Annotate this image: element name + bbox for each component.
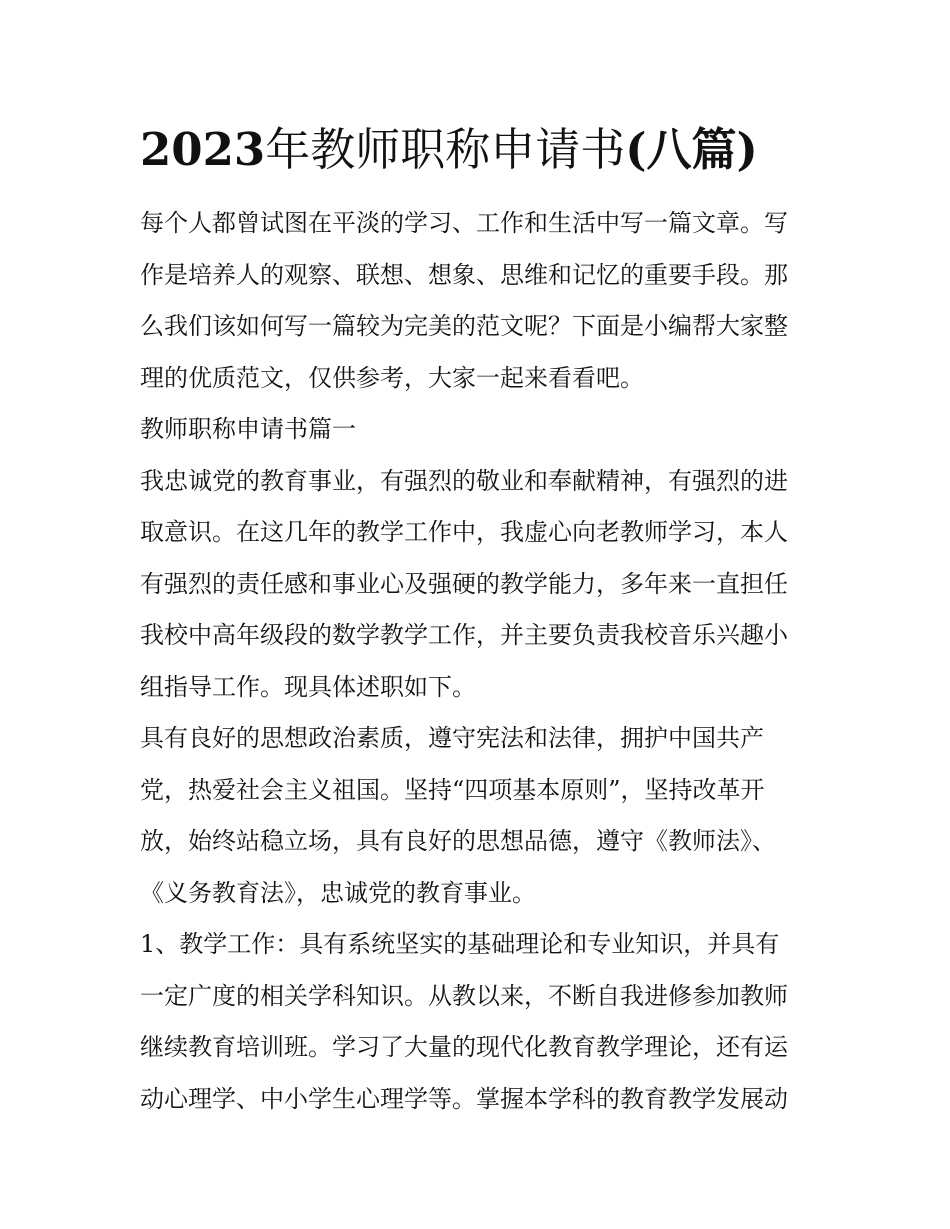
paragraph-line: 组指导工作。现具体述职如下。 [140, 672, 476, 701]
paragraph-line: 继续教育培训班。学习了大量的现代化教育教学理论，还有运 [140, 1033, 788, 1061]
document-title [140, 120, 840, 180]
paragraph-line: 每个人都曾试图在平淡的学习、工作和生活中写一篇文章。写 [140, 209, 788, 237]
paragraph-line: 有强烈的责任感和事业心及强硬的教学能力，多年来一直担任 [140, 569, 788, 598]
paragraph-line: 作是培养人的观察、联想、想象、思维和记忆的重要手段。那 [140, 260, 788, 289]
paragraph-line: 放，始终站稳立场，具有良好的思想品德，遵守《教师法》、 [140, 827, 776, 855]
title-year: 2023 [140, 123, 266, 176]
paragraph-line: 我校中高年级段的数学教学工作，并主要负责我校音乐兴趣小 [140, 621, 788, 649]
paragraph-line: 动心理学、中小学生心理学等。掌握本学科的教育教学发展动 [140, 1084, 788, 1113]
paragraph-line: 理的优质范文，仅供参考，大家一起来看看吧。 [140, 363, 644, 392]
title-main: 年教师职称申请书 [265, 123, 626, 176]
paragraph-line: 么我们该如何写一篇较为完美的范文呢？下面是小编帮大家整 [140, 312, 788, 340]
paragraph-line: 党，热爱社会主义祖国。坚持“四项基本原则”，坚持改革开 [140, 775, 765, 804]
paragraph-line: 《义务教育法》，忠诚党的教育事业。 [140, 878, 536, 907]
paragraph-line: 一定广度的相关学科知识。从教以来，不断自我进修参加教师 [140, 981, 788, 1010]
paragraph-line: 取意识。在这几年的教学工作中，我虚心向老教师学习，本人 [140, 518, 788, 546]
paragraph-line: 具有良好的思想政治素质，遵守宪法和法律，拥护中国共产 [140, 724, 764, 752]
document-body [140, 198, 815, 1125]
paragraph-line: 1、教学工作：具有系统坚实的基础理论和专业知识，并具有 [140, 930, 780, 958]
title-paren: (八篇) [625, 123, 758, 176]
paragraph-line: 我忠诚党的教育事业，有强烈的敬业和奉献精神，有强烈的进 [140, 466, 788, 495]
section-heading: 教师职称申请书篇一 [140, 415, 356, 443]
